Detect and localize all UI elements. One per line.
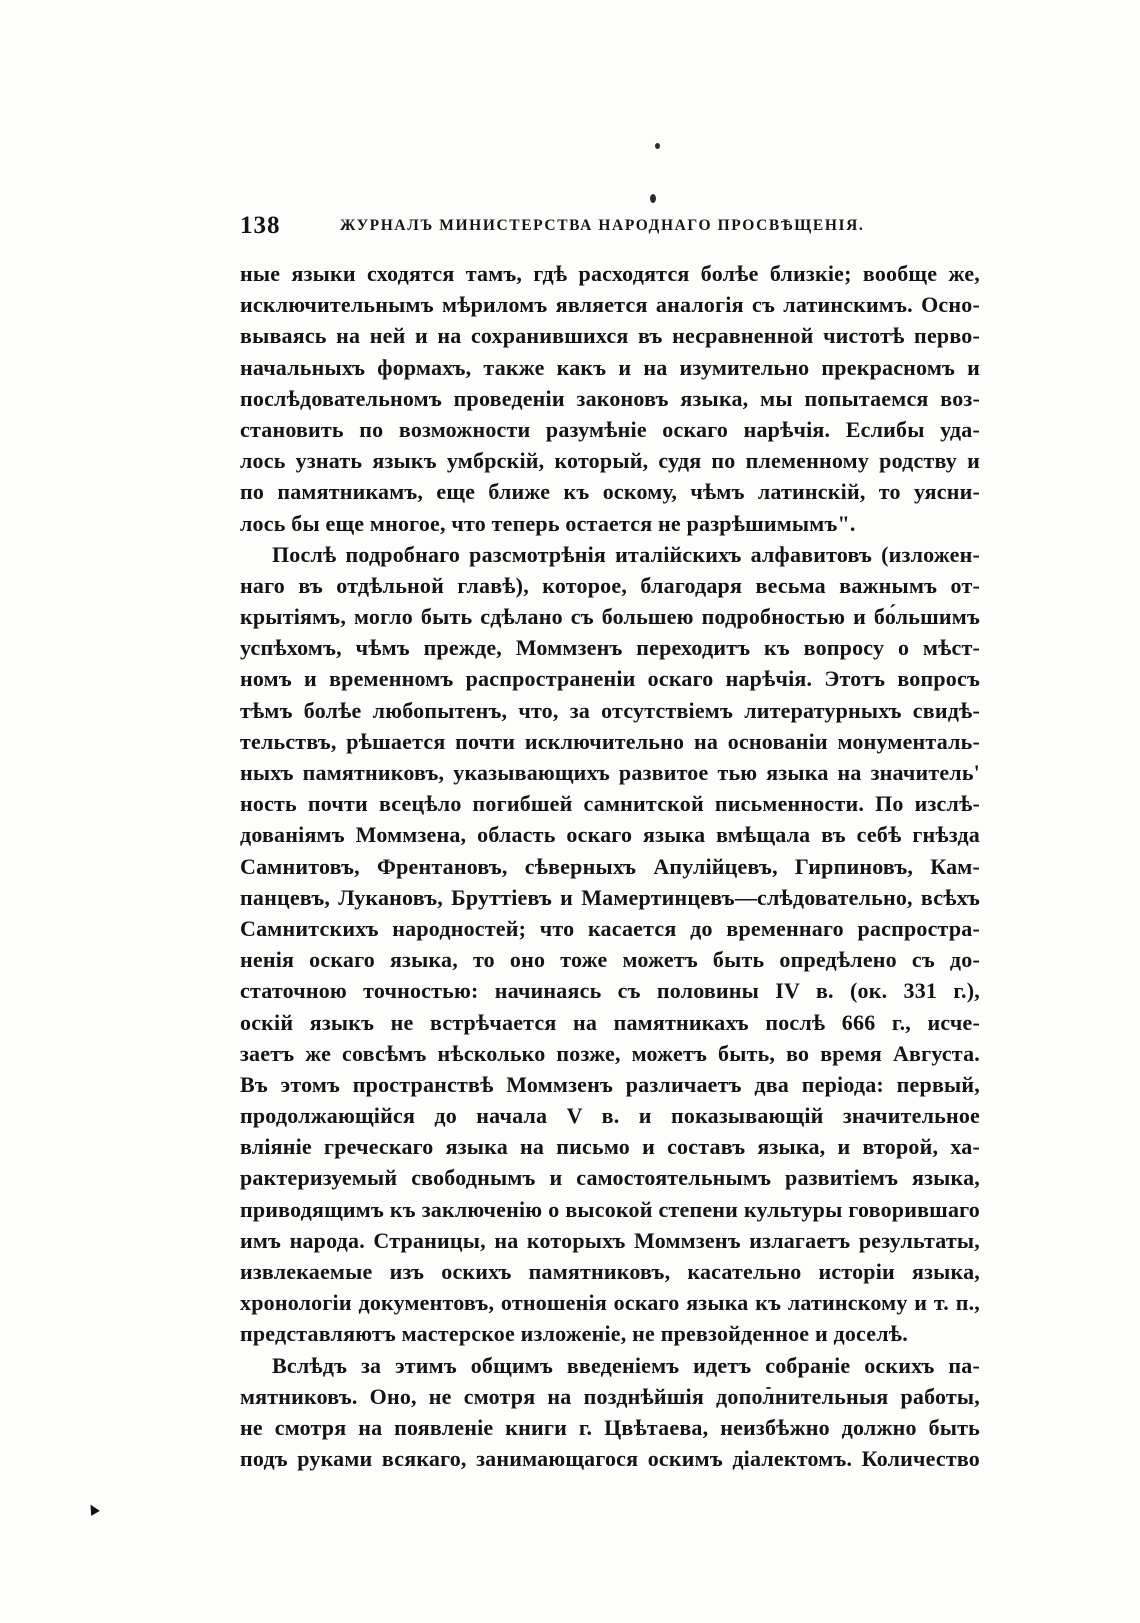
paragraph: [240, 539, 980, 1350]
text-line: тѣмъ болѣе любопытенъ, что, за отсутствіемъ литературныхъ свидѣ-: [240, 697, 980, 723]
text-line: статочною точностью: начинаясь съ половины IV в. (ок. 331 г.),: [240, 978, 980, 1004]
paragraph: [240, 1350, 980, 1475]
text-line: мятниковъ. Оно, не смотря на позднѣйшія дополнительныя работы,: [240, 1383, 980, 1409]
paragraph: [240, 258, 980, 539]
text-line: лось узнать языкъ умбрскій, который, судя по племенному родству и: [240, 448, 980, 474]
text-line: извлекаемые изъ оскихъ памятниковъ, касательно исторіи языка,: [240, 1259, 980, 1284]
text-line: хронологіи документовъ, отношенія оскаго языка къ латинскому и т. п.,: [240, 1290, 980, 1316]
text-line: по памятникамъ, еще ближе къ оскому, чѣмъ латинскій, то уясни-: [240, 479, 980, 505]
text-line: заетъ же совсѣмъ нѣсколько позже, можетъ быть, во время Августа.: [240, 1040, 980, 1066]
text-line: оскій языкъ не встрѣчается на памятникахъ послѣ 666 г., исче-: [240, 1009, 980, 1035]
scan-corner-mark: [86, 1502, 100, 1516]
text-line: послѣдовательномъ проведеніи законовъ языка, мы попытаемся воз-: [240, 385, 980, 411]
text-line: крытіямъ, могло быть сдѣлано съ большею подробностью и бо́льшимъ: [240, 604, 980, 630]
scan-speck: [655, 143, 660, 149]
running-head: ЖУРНАЛЪ МИНИСТЕРСТВА НАРОДНАГО ПРОСВѢЩЕНІЯ.: [340, 217, 865, 234]
text-line: Самнитскихъ народностей; что касается до временнаго распростра-: [240, 915, 980, 941]
text-line: рактеризуемый свободнымъ и самостоятельнымъ развитіемъ языка,: [240, 1165, 980, 1191]
text-line: становить по возможности разумѣніе оскаго нарѣчія. Еслибы уда-: [240, 416, 980, 442]
text-line: исключительнымъ мѣриломъ является аналогія съ латинскимъ. Осно-: [240, 292, 980, 318]
text-line: Послѣ подробнаго разсмотрѣнія италійскихъ алфавитовъ (изложен-: [272, 541, 980, 567]
text-line: успѣхомъ, чѣмъ прежде, Моммзенъ переходитъ къ вопросу о мѣст-: [240, 635, 980, 661]
body-text: [240, 258, 980, 1474]
text-line: ненія оскаго языка, то оно тоже можетъ быть опредѣлено съ до-: [240, 947, 980, 973]
scan-speck: [650, 194, 656, 203]
page-header: [240, 212, 980, 242]
text-line: Вслѣдъ за этимъ общимъ введеніемъ идетъ собраніе оскихъ па-: [272, 1352, 980, 1378]
text-line: начальныхъ формахъ, также какъ и на изумительно прекрасномъ и: [240, 354, 980, 380]
text-line: наго въ отдѣльной главѣ), которое, благодаря весьма важнымъ от-: [240, 572, 980, 598]
text-line: Самнитовъ, Френтановъ, сѣверныхъ Апулійцевъ, Гирпиновъ, Кам-: [240, 853, 980, 879]
text-line: ность почти всецѣло погибшей самнитской письменности. По изслѣ-: [240, 791, 980, 817]
text-line: ныхъ памятниковъ, указывающихъ развитое тью языка на значитель': [240, 760, 980, 785]
text-line: дованіямъ Моммзена, область оскаго языка вмѣщала въ себѣ гнѣзда: [240, 822, 980, 848]
text-line: вліяніе греческаго языка на письмо и составъ языка, и второй, ха-: [240, 1134, 980, 1160]
text-line: тельствъ, рѣшается почти исключительно на основаніи монументаль-: [240, 728, 980, 754]
text-line: не смотря на появленіе книги г. Цвѣтаева, неизбѣжно должно быть: [240, 1414, 980, 1440]
text-line: приводящимъ къ заключенію о высокой степени культуры говорившаго: [240, 1196, 980, 1222]
text-line: панцевъ, Лукановъ, Бруттіевъ и Мамертинцевъ—слѣдовательно, всѣхъ: [240, 884, 980, 910]
page-number: 138: [240, 212, 281, 239]
text-line: ные языки сходятся тамъ, гдѣ расходятся болѣе близкіе; вообще же,: [240, 261, 980, 286]
text-line: номъ и временномъ распространеніи оскаго нарѣчія. Этотъ вопросъ: [240, 666, 980, 692]
text-line: имъ народа. Страницы, на которыхъ Моммзенъ излагаетъ результаты,: [240, 1227, 980, 1253]
text-line: лось бы еще многое, что теперь остается не разрѣшимымъ".: [240, 510, 856, 536]
text-line: продолжающійся до начала V в. и показывающій значительное: [240, 1103, 980, 1129]
text-line: подъ руками всякаго, занимающагося оскимъ діалектомъ. Количество: [240, 1446, 980, 1472]
text-line: Въ этомъ пространствѣ Моммзенъ различаетъ два періода: первый,: [240, 1071, 980, 1097]
text-line: представляютъ мастерское изложеніе, не превзойденное и доселѣ.: [240, 1321, 908, 1347]
text-line: вываясь на ней и на сохранившихся въ несравненной чистотѣ перво-: [240, 323, 980, 349]
